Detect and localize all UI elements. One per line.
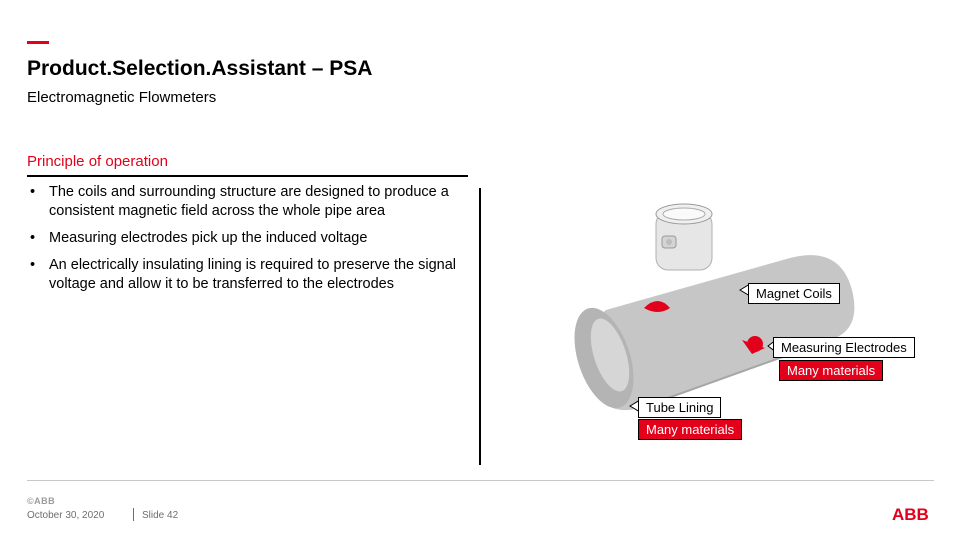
footer-divider bbox=[27, 480, 934, 481]
abb-logo-icon bbox=[892, 506, 936, 522]
footer-copyright-logo: ©ABB bbox=[27, 496, 56, 506]
abb-logo-text: ABB bbox=[892, 506, 929, 522]
footer-separator bbox=[133, 508, 134, 521]
section-divider bbox=[27, 175, 468, 177]
bullet-list bbox=[27, 183, 467, 302]
pipe-body-icon bbox=[563, 255, 854, 415]
bullet-icon: • bbox=[30, 230, 36, 246]
bullet-icon: • bbox=[30, 184, 36, 200]
footer-date: October 30, 2020 bbox=[27, 510, 105, 521]
measuring-electrodes-label: Measuring Electrodes bbox=[773, 337, 915, 358]
lining-materials-label: Many materials bbox=[638, 419, 742, 440]
section-heading: Principle of operation bbox=[27, 153, 168, 170]
footer-slide-number: Slide 42 bbox=[142, 510, 179, 521]
bullet-item: • The coils and surrounding structure are designed to produce a consistent magnetic field across the whole pipe area bbox=[30, 184, 449, 219]
accent-bar bbox=[27, 41, 49, 44]
vertical-divider bbox=[479, 188, 481, 465]
sensor-head-icon bbox=[656, 204, 712, 270]
tube-lining-label: Tube Lining bbox=[638, 397, 721, 418]
bullet-icon: • bbox=[30, 257, 36, 273]
bullet-item: • An electrically insulating lining is required to preserve the signal voltage and allow it to be transferred to the electrodes bbox=[30, 257, 457, 292]
electrodes-materials-label: Many materials bbox=[779, 360, 883, 381]
flowmeter-illustration bbox=[540, 190, 960, 460]
flowmeter-diagram bbox=[540, 190, 960, 460]
slide-subtitle: Electromagnetic Flowmeters bbox=[27, 89, 217, 106]
slide-title: Product.Selection.Assistant – PSA bbox=[27, 57, 373, 80]
magnet-coils-label: Magnet Coils bbox=[748, 283, 840, 304]
bullet-item: • Measuring electrodes pick up the induced voltage bbox=[30, 230, 368, 246]
